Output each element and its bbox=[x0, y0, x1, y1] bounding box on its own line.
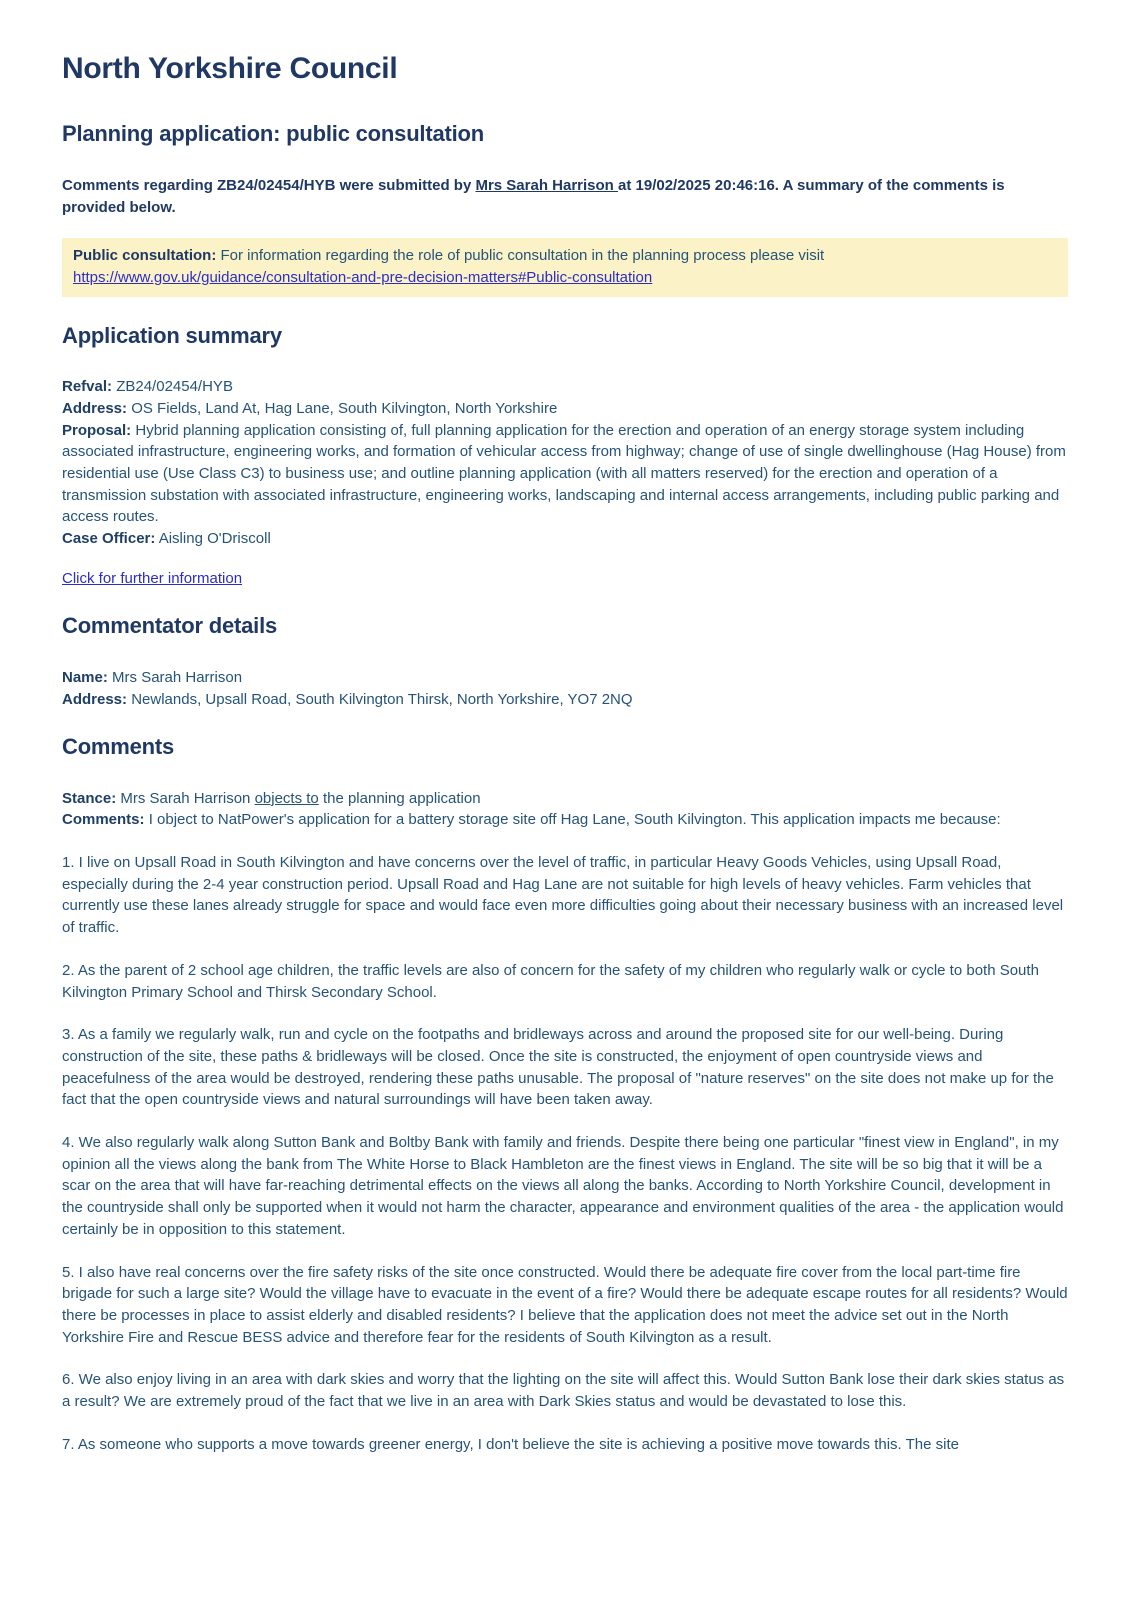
field-refval bbox=[62, 376, 1068, 398]
page-subtitle: Planning application: public consultation bbox=[62, 120, 485, 146]
comment-paragraph-5: 5. I also have real concerns over the fire safety risks of the site once constructed. Would there be adequate fire cover from the local part-time fire brigade for such a large site? Would the village have to evacuate in the event of a fire? Would there be adequate escape routes for all residents? Would there be processes in place to assist elderly and disabled residents? I believe that the application does not meet the advice set out in the North Yorkshire Fire and Rescue BESS advice and therefore fear for the residents of South Kilvington as a result. bbox=[62, 1263, 1068, 1346]
submission-summary bbox=[62, 175, 1068, 218]
stance-objects-to: objects to bbox=[254, 789, 319, 807]
field-site-address bbox=[62, 398, 1068, 420]
page-title: North Yorkshire Council bbox=[62, 52, 398, 85]
section-heading-comments: Comments bbox=[62, 734, 175, 760]
stance-after: the planning application bbox=[318, 789, 481, 807]
name-label: Name: bbox=[62, 668, 108, 686]
commentator-name-link: Mrs Sarah Harrison bbox=[475, 176, 619, 194]
submission-summary-text: Comments regarding ZB24/02454/HYB were submitted by bbox=[62, 176, 476, 194]
application-summary-fields bbox=[62, 376, 1068, 550]
comment-paragraph-6: 6. We also enjoy living in an area with dark skies and worry that the lighting on the site will affect this. Would Sutton Bank lose their dark skies status as a result? We are extremely proud of the fact that we live in an area with Dark Skies status and would be devastated to lose this. bbox=[62, 1371, 1065, 1411]
field-commentator-address bbox=[62, 689, 1068, 711]
site-address-value: OS Fields, Land At, Hag Lane, South Kilvington, North Yorkshire bbox=[131, 399, 558, 417]
comment-paragraph-2: 2. As the parent of 2 school age children, the traffic levels are also of concern for the safety of my children who regularly walk or cycle to both South Kilvington Primary School and Thirsk Secondary School. bbox=[62, 961, 1039, 1001]
public-consultation-notice bbox=[62, 238, 1068, 296]
field-proposal bbox=[62, 420, 1068, 529]
further-information-line bbox=[62, 568, 1068, 590]
stance-label: Stance: bbox=[62, 789, 117, 807]
commentator-fields bbox=[62, 667, 1068, 710]
refval-label: Refval: bbox=[62, 378, 113, 396]
address-value: Newlands, Upsall Road, South Kilvington Thirsk, North Yorkshire, YO7 2NQ bbox=[131, 690, 633, 708]
stance-line bbox=[62, 788, 1068, 810]
section-heading-commentator-details: Commentator details bbox=[62, 613, 278, 639]
field-case-officer bbox=[62, 528, 1068, 550]
site-address-label: Address: bbox=[62, 399, 128, 417]
notice-label: Public consultation: bbox=[73, 247, 217, 265]
submission-summary-tail: at 19/02/2025 20:46:16. A summary of the comments is provided below. bbox=[62, 176, 1005, 216]
case-officer-label: Case Officer: bbox=[62, 530, 156, 548]
comment-paragraph-7: 7. As someone who supports a move towards greener energy, I don't believe the site is achieving a positive move towards this. The site bbox=[62, 1435, 959, 1453]
stance-before: Mrs Sarah Harrison bbox=[116, 789, 255, 807]
case-officer-value: Aisling O'Driscoll bbox=[158, 530, 271, 548]
name-value: Mrs Sarah Harrison bbox=[112, 668, 243, 686]
stance-block bbox=[62, 788, 1068, 831]
comment-paragraph-1: 1. I live on Upsall Road in South Kilvington and have concerns over the level of traffic, in particular Heavy Goods Vehicles, using Upsall Road, especially during the 2-4 year construction period. Upsall Road and Hag Lane are not suitable for high levels of heavy vehicles. Farm vehicles that currently use these lanes already struggle for space and would face even more difficulties going about their necessary business with an increased level of traffic. bbox=[62, 854, 1064, 937]
further-information-link[interactable]: Click for further information bbox=[62, 569, 243, 587]
comments-intro-line bbox=[62, 809, 1068, 831]
comments-intro-text: I object to NatPower's application for a battery storage site off Hag Lane, South Kilvington. This application impacts me because: bbox=[148, 811, 1001, 829]
notice-text: For information regarding the role of public consultation in the planning process please visit bbox=[216, 247, 825, 265]
comment-paragraph-3: 3. As a family we regularly walk, run and cycle on the footpaths and bridleways across and around the proposed site for our well-being. During construction of the site, these paths & bridleways will be closed. Once the site is constructed, the enjoyment of open countryside views and peacefulness of the area would be destroyed, rendering these paths unusable. The proposal of "nature reserves" on the site does not make up for the fact that the open countryside views and natural surroundings will have been taken away. bbox=[62, 1026, 1054, 1109]
proposal-value: Hybrid planning application consisting of, full planning application for the erection and operation of an energy storage system including associated infrastructure, engineering works, and formation of vehicular access from highway; change of use of single dwellinghouse (Hag House) from residential use (Use Class C3) to business use; and outline planning application (with all matters reserved) for the erection and operation of a transmission substation with associated infrastructure, engineering works, landscaping and internal access arrangements, including public parking and access routes. bbox=[62, 421, 1066, 526]
section-heading-application-summary: Application summary bbox=[62, 322, 282, 348]
refval-value: ZB24/02454/HYB bbox=[116, 378, 233, 396]
consultation-guidance-link[interactable]: https://www.gov.uk/guidance/consultation-and-pre-decision-matters#Public-consultation bbox=[73, 269, 653, 286]
comments-label: Comments: bbox=[62, 811, 145, 829]
address-label: Address: bbox=[62, 690, 128, 708]
proposal-label: Proposal: bbox=[62, 421, 132, 439]
comment-paragraph-4: 4. We also regularly walk along Sutton Bank and Boltby Bank with family and friends. Despite there being one particular "finest view in England", in my opinion all the views along the bank from The White Horse to Black Hambleton are the finest views in England. The site will be so big that it will be a scar on the area that will have far-reaching detrimental effects on the views all along the banks. According to North Yorkshire Council, development in the countryside shall only be supported when it would not harm the character, appearance and environment qualities of the area - the application would certainly be in opposition to this statement. bbox=[62, 1134, 1064, 1238]
field-commentator-name bbox=[62, 667, 1068, 689]
